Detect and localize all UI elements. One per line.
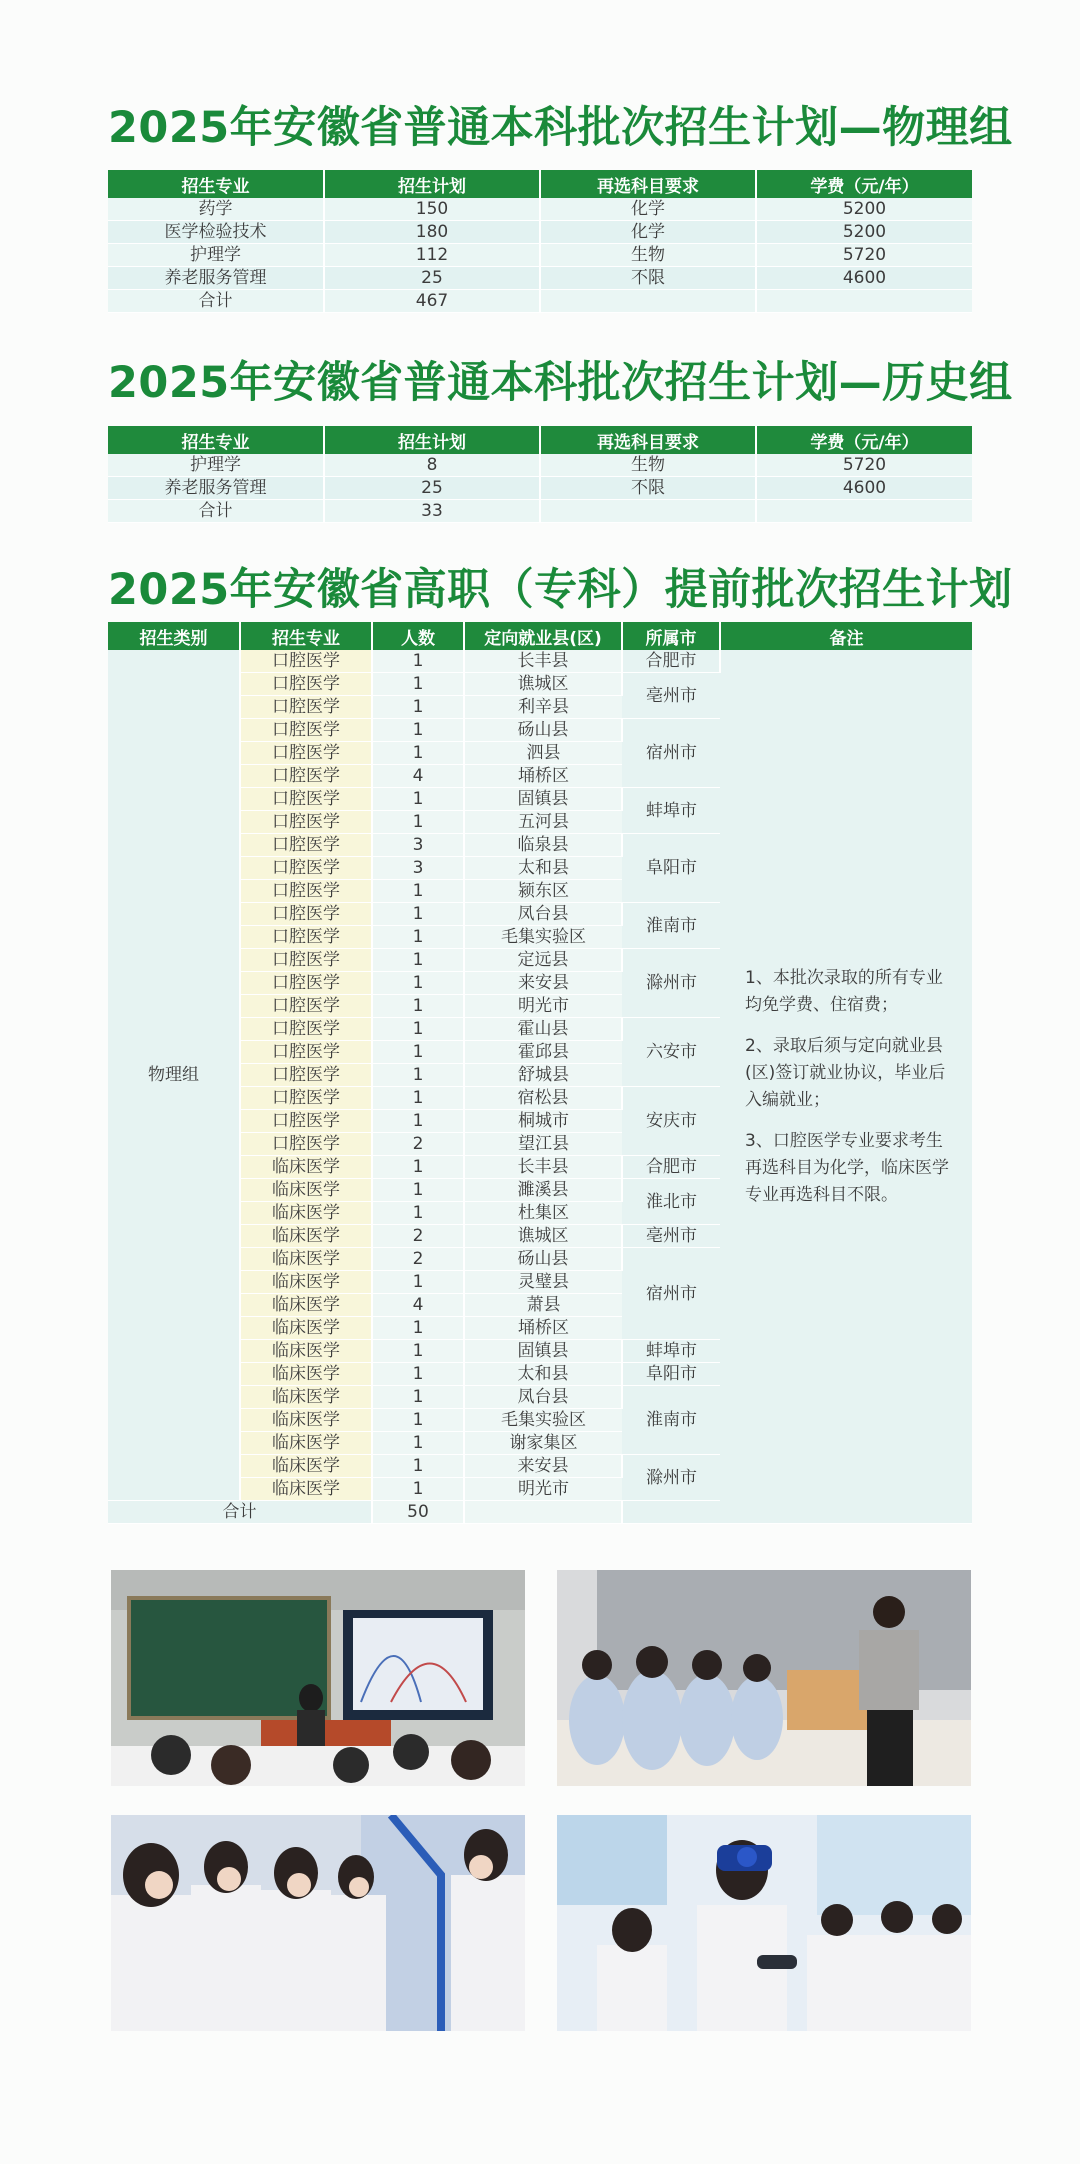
- count-cell: 4: [372, 765, 464, 788]
- count-cell: 1: [372, 1271, 464, 1294]
- table-cell: 180: [324, 221, 540, 244]
- count-cell: 1: [372, 1202, 464, 1225]
- major-cell: 临床医学: [240, 1248, 372, 1271]
- table-cell: 医学检验技术: [108, 221, 324, 244]
- table-cell: [756, 500, 972, 523]
- city-cell: 六安市: [622, 1018, 720, 1087]
- major-cell: 临床医学: [240, 1386, 372, 1409]
- table-row: [108, 650, 972, 673]
- county-cell: 颍东区: [464, 880, 622, 903]
- county-cell: 太和县: [464, 857, 622, 880]
- table-cell: 生物: [540, 454, 756, 477]
- table-row: [108, 290, 972, 313]
- count-cell: 1: [372, 1110, 464, 1133]
- major-cell: 临床医学: [240, 1363, 372, 1386]
- city-cell: 蚌埠市: [622, 788, 720, 834]
- category-cell: 物理组: [108, 650, 240, 1501]
- major-cell: 口腔医学: [240, 811, 372, 834]
- city-cell: 淮北市: [622, 1179, 720, 1225]
- major-cell: 口腔医学: [240, 995, 372, 1018]
- city-cell: 宿州市: [622, 1248, 720, 1340]
- major-cell: 口腔医学: [240, 1110, 372, 1133]
- county-cell: 濉溪县: [464, 1179, 622, 1202]
- table-cell: 护理学: [108, 244, 324, 267]
- county-cell: 萧县: [464, 1294, 622, 1317]
- major-cell: 临床医学: [240, 1409, 372, 1432]
- county-cell: 太和县: [464, 1363, 622, 1386]
- vocational-plan-table: [108, 622, 972, 1524]
- count-cell: 3: [372, 834, 464, 857]
- column-header: 学费（元/年）: [756, 426, 972, 454]
- column-header: 再选科目要求: [540, 426, 756, 454]
- table-cell: 不限: [540, 267, 756, 290]
- county-cell: 凤台县: [464, 1386, 622, 1409]
- column-header: 招生计划: [324, 170, 540, 198]
- table-cell: 合计: [108, 290, 324, 313]
- table-cell: 护理学: [108, 454, 324, 477]
- count-cell: 1: [372, 1087, 464, 1110]
- count-cell: 3: [372, 857, 464, 880]
- county-cell: 宿松县: [464, 1087, 622, 1110]
- notes-cell: [720, 650, 972, 1524]
- note-item: 3、口腔医学专业要求考生再选科目为化学，临床医学专业再选科目不限。: [745, 1130, 949, 1205]
- count-cell: 1: [372, 1317, 464, 1340]
- major-cell: 口腔医学: [240, 650, 372, 673]
- count-cell: 1: [372, 1340, 464, 1363]
- count-cell: 4: [372, 1294, 464, 1317]
- table-cell: 养老服务管理: [108, 477, 324, 500]
- county-cell: 埇桥区: [464, 1317, 622, 1340]
- table-cell: 化学: [540, 221, 756, 244]
- column-header: 再选科目要求: [540, 170, 756, 198]
- city-cell: 亳州市: [622, 1225, 720, 1248]
- county-cell: 长丰县: [464, 650, 622, 673]
- county-cell: 杜集区: [464, 1202, 622, 1225]
- count-cell: 1: [372, 1041, 464, 1064]
- table-cell: 33: [324, 500, 540, 523]
- city-cell: 合肥市: [622, 1156, 720, 1179]
- table-cell: 112: [324, 244, 540, 267]
- major-cell: 口腔医学: [240, 696, 372, 719]
- column-header: 招生计划: [324, 426, 540, 454]
- table-cell: 25: [324, 267, 540, 290]
- table-cell: 合计: [108, 500, 324, 523]
- count-cell: 1: [372, 673, 464, 696]
- count-cell: 1: [372, 1064, 464, 1087]
- table-row: [108, 477, 972, 500]
- table-cell: 药学: [108, 198, 324, 221]
- major-cell: 口腔医学: [240, 1064, 372, 1087]
- vr-training-photo: [557, 1815, 971, 2031]
- classroom-lecture-photo: [111, 1570, 525, 1786]
- table-cell: 5200: [756, 198, 972, 221]
- major-cell: 口腔医学: [240, 765, 372, 788]
- count-cell: 2: [372, 1133, 464, 1156]
- nursing-class-photo: [557, 1570, 971, 1786]
- section1-title: 2025年安徽省普通本科批次招生计划—物理组: [108, 103, 1013, 153]
- count-cell: 1: [372, 1409, 464, 1432]
- table-cell: 5200: [756, 221, 972, 244]
- table-cell: 150: [324, 198, 540, 221]
- major-cell: 口腔医学: [240, 834, 372, 857]
- county-cell: 埇桥区: [464, 765, 622, 788]
- major-cell: 口腔医学: [240, 1087, 372, 1110]
- table-cell: 不限: [540, 477, 756, 500]
- city-cell: 合肥市: [622, 650, 720, 673]
- major-cell: 临床医学: [240, 1225, 372, 1248]
- major-cell: 口腔医学: [240, 1018, 372, 1041]
- county-cell: 舒城县: [464, 1064, 622, 1087]
- table-row: [108, 244, 972, 267]
- count-cell: 1: [372, 788, 464, 811]
- count-cell: 1: [372, 1432, 464, 1455]
- county-cell: 定远县: [464, 949, 622, 972]
- county-cell: 谯城区: [464, 1225, 622, 1248]
- table-cell: 生物: [540, 244, 756, 267]
- county-cell: 桐城市: [464, 1110, 622, 1133]
- county-cell: 谯城区: [464, 673, 622, 696]
- city-cell: 滁州市: [622, 1455, 720, 1501]
- major-cell: 口腔医学: [240, 719, 372, 742]
- major-cell: 口腔医学: [240, 903, 372, 926]
- major-cell: 口腔医学: [240, 673, 372, 696]
- county-cell: 来安县: [464, 1455, 622, 1478]
- major-cell: 临床医学: [240, 1271, 372, 1294]
- table-cell: [540, 500, 756, 523]
- major-cell: 口腔医学: [240, 926, 372, 949]
- column-header: 招生专业: [240, 622, 372, 650]
- section2-title: 2025年安徽省普通本科批次招生计划—历史组: [108, 358, 1013, 408]
- total-label: 合计: [108, 1501, 372, 1524]
- major-cell: 口腔医学: [240, 972, 372, 995]
- city-cell: 宿州市: [622, 719, 720, 788]
- city-cell: 安庆市: [622, 1087, 720, 1156]
- total-value: 50: [372, 1501, 464, 1524]
- table-cell: [756, 290, 972, 313]
- major-cell: 口腔医学: [240, 1133, 372, 1156]
- column-header: 备注: [720, 622, 972, 650]
- count-cell: 1: [372, 972, 464, 995]
- count-cell: 1: [372, 1386, 464, 1409]
- table-row: [108, 267, 972, 290]
- note-item: 2、录取后须与定向就业县(区)签订就业协议，毕业后入编就业；: [745, 1035, 946, 1110]
- column-header: 招生专业: [108, 426, 324, 454]
- count-cell: 1: [372, 1363, 464, 1386]
- count-cell: 1: [372, 880, 464, 903]
- major-cell: 口腔医学: [240, 1041, 372, 1064]
- count-cell: 1: [372, 742, 464, 765]
- major-cell: 口腔医学: [240, 857, 372, 880]
- table-cell: 5720: [756, 244, 972, 267]
- major-cell: 临床医学: [240, 1294, 372, 1317]
- major-cell: 口腔医学: [240, 788, 372, 811]
- county-cell: 五河县: [464, 811, 622, 834]
- county-cell: 明光市: [464, 1478, 622, 1501]
- table-cell: 化学: [540, 198, 756, 221]
- table-row: [108, 500, 972, 523]
- count-cell: 1: [372, 811, 464, 834]
- history-undergrad-table: [108, 426, 972, 523]
- table-cell: 25: [324, 477, 540, 500]
- table-cell: 467: [324, 290, 540, 313]
- count-cell: 1: [372, 719, 464, 742]
- major-cell: 口腔医学: [240, 949, 372, 972]
- county-cell: 毛集实验区: [464, 1409, 622, 1432]
- major-cell: 口腔医学: [240, 742, 372, 765]
- city-cell: 蚌埠市: [622, 1340, 720, 1363]
- city-cell: 滁州市: [622, 949, 720, 1018]
- county-cell: 霍山县: [464, 1018, 622, 1041]
- major-cell: 临床医学: [240, 1432, 372, 1455]
- column-header: 人数: [372, 622, 464, 650]
- city-cell: 阜阳市: [622, 834, 720, 903]
- students-clapping-photo: [111, 1815, 525, 2031]
- major-cell: 临床医学: [240, 1179, 372, 1202]
- county-cell: 砀山县: [464, 1248, 622, 1271]
- major-cell: 临床医学: [240, 1156, 372, 1179]
- table-cell: [540, 290, 756, 313]
- table-row: [108, 454, 972, 477]
- count-cell: 1: [372, 903, 464, 926]
- major-cell: 临床医学: [240, 1202, 372, 1225]
- county-cell: 望江县: [464, 1133, 622, 1156]
- table-cell: 5720: [756, 454, 972, 477]
- count-cell: 1: [372, 650, 464, 673]
- column-header: 招生类别: [108, 622, 240, 650]
- county-cell: 长丰县: [464, 1156, 622, 1179]
- table-cell: 8: [324, 454, 540, 477]
- county-cell: 固镇县: [464, 788, 622, 811]
- county-cell: 临泉县: [464, 834, 622, 857]
- city-cell: 淮南市: [622, 1386, 720, 1455]
- major-cell: 临床医学: [240, 1478, 372, 1501]
- county-cell: 泗县: [464, 742, 622, 765]
- empty-cell: [464, 1501, 622, 1524]
- count-cell: 1: [372, 1179, 464, 1202]
- column-header: 学费（元/年）: [756, 170, 972, 198]
- major-cell: 临床医学: [240, 1340, 372, 1363]
- count-cell: 1: [372, 696, 464, 719]
- table-cell: 4600: [756, 267, 972, 290]
- count-cell: 1: [372, 949, 464, 972]
- count-cell: 1: [372, 926, 464, 949]
- empty-cell: [622, 1501, 720, 1524]
- table-cell: 养老服务管理: [108, 267, 324, 290]
- count-cell: 1: [372, 1018, 464, 1041]
- county-cell: 固镇县: [464, 1340, 622, 1363]
- county-cell: 砀山县: [464, 719, 622, 742]
- county-cell: 来安县: [464, 972, 622, 995]
- county-cell: 利辛县: [464, 696, 622, 719]
- table-row: [108, 221, 972, 244]
- county-cell: 凤台县: [464, 903, 622, 926]
- major-cell: 口腔医学: [240, 880, 372, 903]
- physics-undergrad-table: [108, 170, 972, 313]
- county-cell: 谢家集区: [464, 1432, 622, 1455]
- county-cell: 明光市: [464, 995, 622, 1018]
- county-cell: 毛集实验区: [464, 926, 622, 949]
- major-cell: 临床医学: [240, 1317, 372, 1340]
- count-cell: 1: [372, 1455, 464, 1478]
- city-cell: 阜阳市: [622, 1363, 720, 1386]
- county-cell: 霍邱县: [464, 1041, 622, 1064]
- note-item: 1、本批次录取的所有专业均免学费、住宿费；: [745, 967, 943, 1015]
- column-header: 定向就业县(区): [464, 622, 622, 650]
- section3-title: 2025年安徽省高职（专科）提前批次招生计划: [108, 565, 1013, 615]
- county-cell: 灵璧县: [464, 1271, 622, 1294]
- count-cell: 2: [372, 1225, 464, 1248]
- count-cell: 1: [372, 995, 464, 1018]
- city-cell: 淮南市: [622, 903, 720, 949]
- count-cell: 1: [372, 1478, 464, 1501]
- table-cell: 4600: [756, 477, 972, 500]
- column-header: 所属市: [622, 622, 720, 650]
- count-cell: 2: [372, 1248, 464, 1271]
- major-cell: 临床医学: [240, 1455, 372, 1478]
- table-row: [108, 198, 972, 221]
- count-cell: 1: [372, 1156, 464, 1179]
- city-cell: 亳州市: [622, 673, 720, 719]
- column-header: 招生专业: [108, 170, 324, 198]
